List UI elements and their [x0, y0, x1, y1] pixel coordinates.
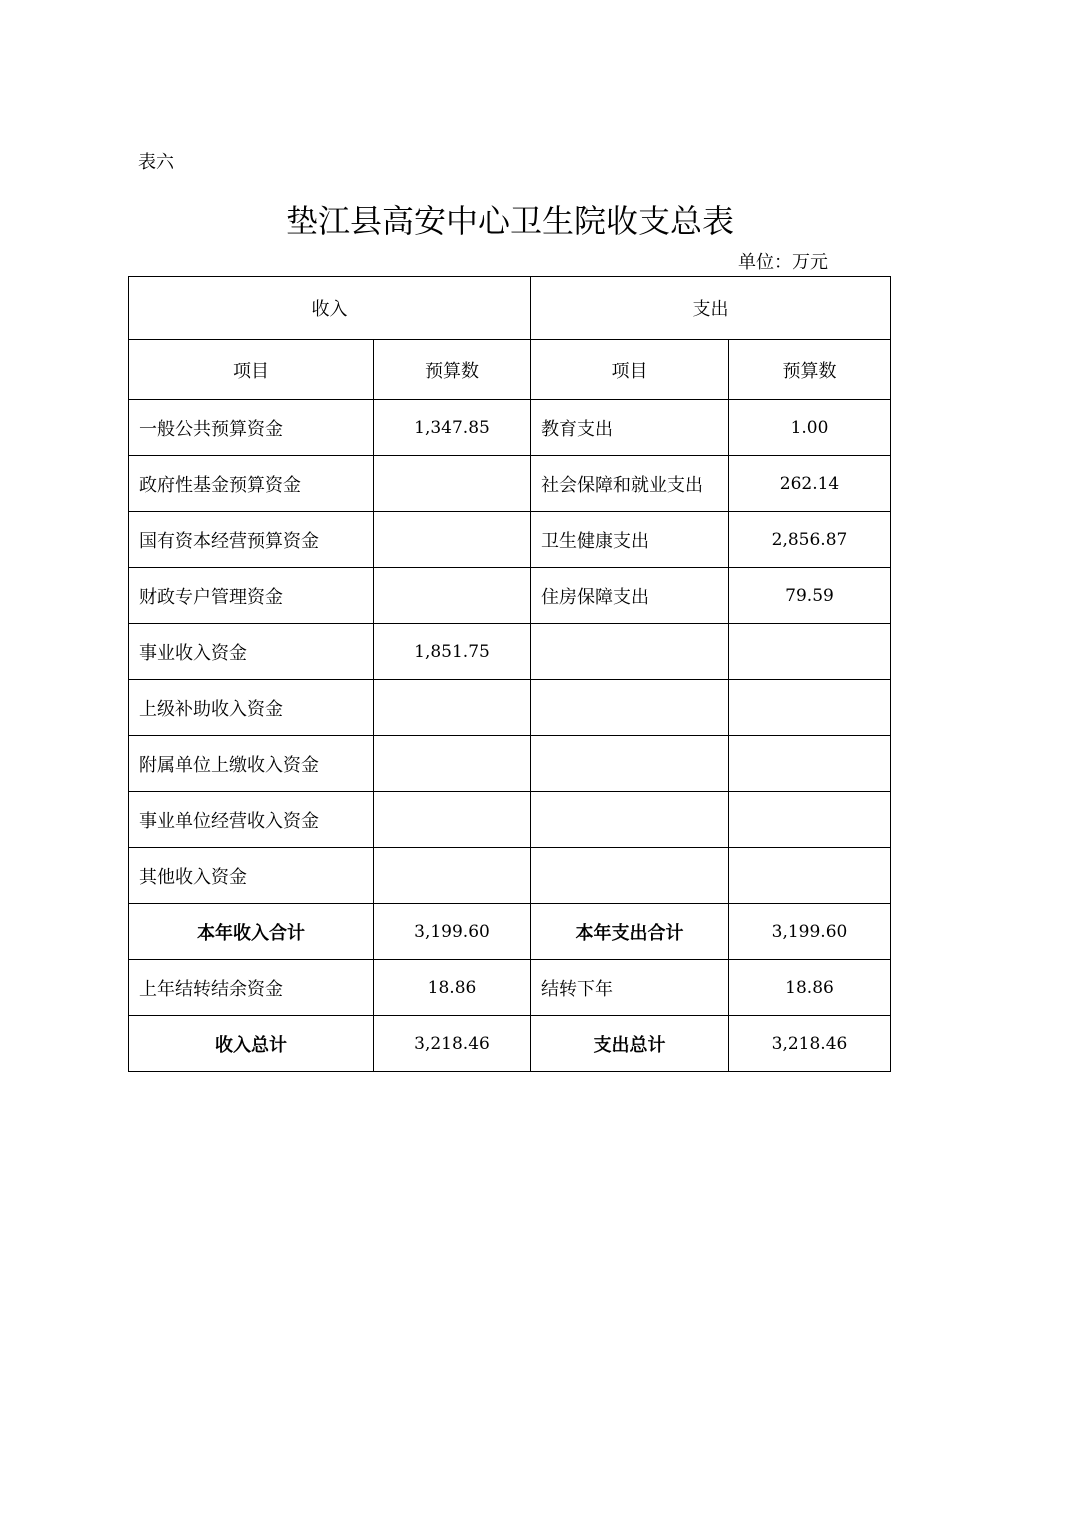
group-header-row [129, 277, 891, 340]
expense-item: 卫生健康支出 [531, 512, 729, 568]
expense-value [729, 624, 891, 680]
income-grand-total-label: 收入总计 [129, 1016, 374, 1072]
expense-value [729, 848, 891, 904]
expense-value: 1.00 [729, 400, 891, 456]
expense-item [531, 736, 729, 792]
table-row [129, 680, 891, 736]
expense-item [531, 624, 729, 680]
expense-value [729, 680, 891, 736]
income-item: 其他收入资金 [129, 848, 374, 904]
income-item: 一般公共预算资金 [129, 400, 374, 456]
expense-value: 79.59 [729, 568, 891, 624]
table-row [129, 512, 891, 568]
income-group-header: 收入 [129, 277, 531, 340]
income-value [374, 456, 531, 512]
income-item: 事业收入资金 [129, 624, 374, 680]
year-expense-total-label: 本年支出合计 [531, 904, 729, 960]
income-value: 1,851.75 [374, 624, 531, 680]
income-value [374, 736, 531, 792]
expense-item: 住房保障支出 [531, 568, 729, 624]
carryover-expense-value: 18.86 [729, 960, 891, 1016]
carryover-income-value: 18.86 [374, 960, 531, 1016]
grand-total-row [129, 1016, 891, 1072]
expense-value [729, 792, 891, 848]
income-value [374, 512, 531, 568]
year-income-total-label: 本年收入合计 [129, 904, 374, 960]
income-value [374, 792, 531, 848]
table-row [129, 624, 891, 680]
expense-group-header: 支出 [531, 277, 891, 340]
income-value [374, 848, 531, 904]
expense-value: 2,856.87 [729, 512, 891, 568]
income-item: 财政专户管理资金 [129, 568, 374, 624]
table-row [129, 456, 891, 512]
income-item-header: 项目 [129, 340, 374, 400]
table-row [129, 848, 891, 904]
sheet-label: 表六 [138, 152, 174, 173]
expense-grand-total-value: 3,218.46 [729, 1016, 891, 1072]
table-row [129, 736, 891, 792]
income-item: 国有资本经营预算资金 [129, 512, 374, 568]
table-row [129, 400, 891, 456]
expense-item: 社会保障和就业支出 [531, 456, 729, 512]
year-income-total-value: 3,199.60 [374, 904, 531, 960]
expense-item-header: 项目 [531, 340, 729, 400]
expense-item [531, 848, 729, 904]
expense-grand-total-label: 支出总计 [531, 1016, 729, 1072]
income-value: 1,347.85 [374, 400, 531, 456]
income-item: 政府性基金预算资金 [129, 456, 374, 512]
income-budget-header: 预算数 [374, 340, 531, 400]
year-expense-total-value: 3,199.60 [729, 904, 891, 960]
year-total-row [129, 904, 891, 960]
expense-value: 262.14 [729, 456, 891, 512]
expense-value [729, 736, 891, 792]
income-value [374, 680, 531, 736]
column-header-row [129, 340, 891, 400]
budget-table [128, 276, 891, 1072]
carryover-row [129, 960, 891, 1016]
income-item: 附属单位上缴收入资金 [129, 736, 374, 792]
expense-item [531, 680, 729, 736]
page-title: 垫江县高安中心卫生院收支总表 [285, 202, 734, 240]
unit-label: 单位：万元 [738, 252, 828, 273]
table-row [129, 792, 891, 848]
table-row [129, 568, 891, 624]
income-value [374, 568, 531, 624]
carryover-expense-label: 结转下年 [531, 960, 729, 1016]
carryover-income-label: 上年结转结余资金 [129, 960, 374, 1016]
expense-item: 教育支出 [531, 400, 729, 456]
income-grand-total-value: 3,218.46 [374, 1016, 531, 1072]
expense-item [531, 792, 729, 848]
income-item: 上级补助收入资金 [129, 680, 374, 736]
expense-budget-header: 预算数 [729, 340, 891, 400]
income-item: 事业单位经营收入资金 [129, 792, 374, 848]
